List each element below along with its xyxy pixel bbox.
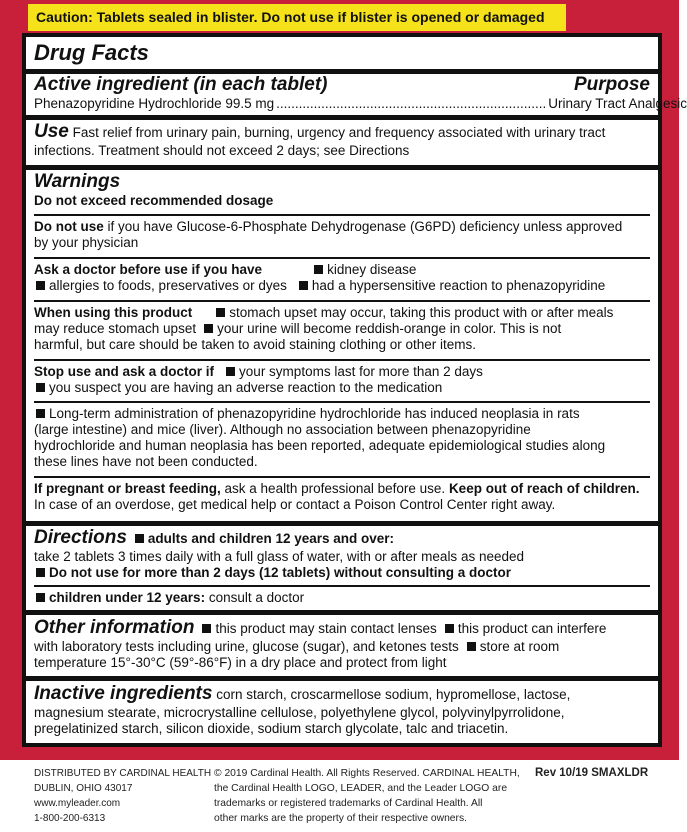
- purpose-heading: Purpose: [573, 74, 650, 95]
- long-term-text: (large intestine) and mice (liver). Although no association between phenazopyridine: [34, 422, 531, 437]
- preg-text: ask a health professional before use.: [220, 481, 449, 496]
- footer-line: © 2019 Cardinal Health. All Rights Reserved. CARDINAL HEALTH,: [214, 768, 520, 779]
- use-line: infections. Treatment should not exceed 2 days; see Directions: [34, 143, 410, 158]
- dnu-bold: Do not use: [34, 219, 104, 234]
- directions-dnu: Do not use for more than 2 days (12 tablets) without consulting a doctor: [49, 565, 512, 580]
- other-item: this product may stain contact lenses: [215, 621, 437, 636]
- ask-item: allergies to foods, preservatives or dyes: [49, 278, 287, 293]
- revision-code: Rev 10/19 SMAXLDR: [535, 767, 649, 779]
- divider: [34, 401, 650, 403]
- footer-line: the Cardinal Health LOGO, LEADER, and the Leader LOGO are: [214, 783, 508, 794]
- divider: [34, 214, 650, 216]
- bullet-icon: [467, 642, 476, 651]
- footer-phone: 1-800-200-6313: [34, 813, 106, 824]
- long-term-text: Long-term administration of phenazopyridine hydrochloride has induced neoplasia in rats: [49, 406, 580, 421]
- divider: [34, 257, 650, 259]
- children-text: consult a doctor: [205, 590, 305, 605]
- bullet-icon: [36, 409, 45, 418]
- footer-line: DUBLIN, OHIO 43017: [34, 783, 133, 794]
- use-heading: Use: [34, 121, 69, 142]
- directions-section: [34, 527, 650, 581]
- directions-take: take 2 tablets 3 times daily with a full glass of water, with or after meals as needed: [34, 549, 524, 564]
- ask-item: kidney disease: [327, 262, 417, 277]
- footer-link[interactable]: www.myleader.com: [34, 798, 121, 809]
- footer-line: trademarks or registered trademarks of Cardinal Health. All: [214, 798, 483, 809]
- stop-bold: Stop use and ask a doctor if: [34, 364, 215, 379]
- stop-item: your symptoms last for more than 2 days: [239, 364, 483, 379]
- other-heading: Other information: [34, 617, 195, 638]
- ask-bold: Ask a doctor before use if you have: [34, 262, 263, 277]
- directions-children: [34, 590, 650, 606]
- long-term-text: hydrochloride and human neoplasia has been reported, adequate epidemiological studies along: [34, 438, 606, 453]
- when-text: may reduce stomach upset: [34, 321, 197, 336]
- dot-leader: ........................................................................: [276, 96, 547, 111]
- inactive-heading: Inactive ingredients: [34, 683, 213, 704]
- preg-text: In case of an overdose, get medical help or contact a Poison Control Center right away.: [34, 497, 556, 512]
- divider: [26, 676, 658, 681]
- active-ingredient-section: [34, 74, 687, 112]
- dosage-warning: Do not exceed recommended dosage: [34, 193, 274, 208]
- active-heading: Active ingredient (in each tablet): [34, 74, 328, 95]
- children-bold: children under 12 years:: [49, 590, 206, 605]
- other-item: this product can interfere: [457, 621, 607, 636]
- preg-bold: If pregnant or breast feeding,: [34, 481, 221, 496]
- use-section: [34, 121, 650, 159]
- divider: [26, 115, 658, 120]
- keep-out-bold: Keep out of reach of children.: [448, 481, 640, 496]
- when-bold: When using this product: [34, 305, 193, 320]
- drug-facts-panel: [22, 33, 687, 747]
- when-using-block: [34, 305, 650, 353]
- stop-use-block: [34, 364, 650, 396]
- inactive-text: magnesium stearate, microcrystalline cellulose, polyethylene glycol, polyvinylpyrrolidone,: [34, 705, 565, 720]
- divider: [34, 359, 650, 361]
- bullet-icon: [36, 593, 45, 602]
- footer-line: DISTRIBUTED BY CARDINAL HEALTH: [34, 768, 212, 779]
- inactive-section: [34, 683, 650, 737]
- directions-adults: adults and children 12 years and over:: [147, 531, 395, 546]
- footer-line: other marks are the property of their respective owners.: [214, 813, 467, 824]
- when-text: harmful, but care should be taken to avoid staining clothing or other items.: [34, 337, 476, 352]
- bullet-icon: [204, 324, 213, 333]
- long-term-block: [34, 406, 650, 470]
- bullet-icon: [216, 308, 225, 317]
- when-text: your urine will become reddish-orange in color. This is not: [217, 321, 562, 336]
- warnings-heading: Warnings: [34, 171, 121, 192]
- ask-item: had a hypersensitive reaction to phenazopyridine: [311, 278, 606, 293]
- divider: [26, 610, 658, 615]
- bullet-icon: [36, 383, 45, 392]
- other-item: store at room: [479, 639, 560, 654]
- stop-item: you suspect you are having an adverse reaction to the medication: [49, 380, 443, 395]
- ask-doctor-block: [34, 262, 650, 294]
- bullet-icon: [314, 265, 323, 274]
- bullet-icon: [36, 281, 45, 290]
- divider: [26, 165, 658, 170]
- copyright-info: [214, 766, 520, 826]
- divider: [34, 300, 650, 302]
- bullet-icon: [226, 367, 235, 376]
- directions-heading: Directions: [34, 527, 127, 548]
- ingredient-text: Phenazopyridine Hydrochloride 99.5 mg: [34, 96, 275, 111]
- inactive-text: corn starch, croscarmellose sodium, hypromellose, lactose,: [212, 687, 571, 702]
- purpose-text: Urinary Tract Analgesic: [548, 96, 687, 111]
- other-item: temperature 15°-30°C (59°-86°F) in a dry place and protect from light: [34, 655, 447, 670]
- dnu-text: by your physician: [34, 235, 139, 250]
- bullet-icon: [445, 624, 454, 633]
- warnings-section: [34, 171, 650, 209]
- bullet-icon: [135, 534, 144, 543]
- bullet-icon: [36, 568, 45, 577]
- when-text: stomach upset may occur, taking this product with or after meals: [229, 305, 614, 320]
- page-title: Drug Facts: [34, 40, 149, 65]
- other-info-section: [34, 617, 650, 671]
- inactive-text: pregelatinized starch, silicon dioxide, sodium starch glycolate, talc and triacetin.: [34, 721, 509, 736]
- dnu-text: if you have Glucose-6-Phosphate Dehydrogenase (G6PD) deficiency unless approved: [103, 219, 623, 234]
- long-term-text: these lines have not been conducted.: [34, 454, 258, 469]
- distributor-info: [34, 766, 211, 826]
- bullet-icon: [299, 281, 308, 290]
- divider: [26, 521, 658, 526]
- bullet-icon: [202, 624, 211, 633]
- divider: [34, 476, 650, 478]
- caution-banner: Caution: Tablets sealed in blister. Do not use if blister is opened or damaged: [28, 4, 566, 31]
- title-section: [34, 39, 650, 67]
- do-not-use-block: [34, 219, 650, 251]
- divider: [34, 585, 650, 587]
- use-line: Fast relief from urinary pain, burning, urgency and frequency associated with urinary tract: [68, 125, 606, 140]
- other-item: with laboratory tests including urine, glucose (sugar), and ketones tests: [34, 639, 459, 654]
- pregnancy-block: [34, 481, 650, 513]
